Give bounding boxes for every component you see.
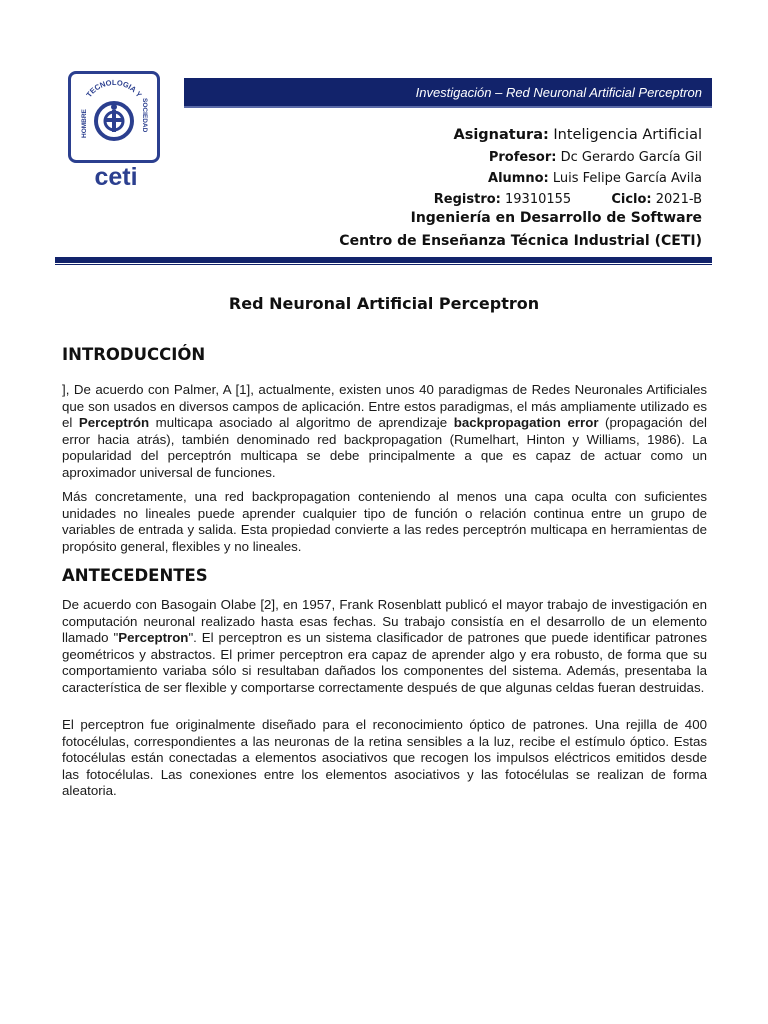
logo-right-text: SOCIEDAD [141,98,148,133]
p3-bold-perceptron: Perceptron [118,630,189,645]
p3-text-c: ". El perceptron es un sistema clasificador de patrones que puede identificar patrones geométricos y abstractos. El primer perceptron era capaz de aprender algo y era robusto, de forma que su comportamiento variaba sólo si resultaban dañados los componentes del sistema. Además, presentaba la característica de ser flexible y comportarse correctamente después de que algunas celdas fueran destruidas. [62,630,707,695]
intro-paragraph-2: Más concretamente, una red backpropagation conteniendo al menos una capa oculta con suficientes unidades no lineales puede aprender cualquier tipo de función o relación continua entre un grupo de variables de entrada y salida. Esta propiedad convierte a las redes perceptrón multicapa en herramientas de propósito general, flexibles y no lineales. [62,489,707,554]
p1-text-d: (propagación del error hacia atrás), también denominado red backpropagation (Rumelhart, Hinton y Williams, 1986). La popularidad del perceptrón multicapa se debe principalmente a que es capaz de actuar como un aproximador universal de funciones. [62,415,707,480]
alumno-row [488,171,702,186]
antecedentes-paragraph-2: El perceptron fue originalmente diseñado para el reconocimiento óptico de patrones. Una rejilla de 400 fotocélulas, correspondientes a las neuronas de la retina sensibles a la luz, recibe el estímulo óptico. Estas fotocélulas están conectadas a elementos asociativos que recogen los impulsos eléctricos emitidos desde las fotocélulas. Las conexiones entre los elementos asociativos y las fotocélulas se realizan de forma aleatoria. [62,717,707,798]
p1-text-a: ], De acuerdo con Palmer, A [1], actualmente, existen unos 40 paradigmas de Redes Neuronales Artificiales que son usados en diversos campos de aplicación. Entre estos paradigmas, el más ampliamente utilizado es el [62,382,707,430]
asignatura-label: Asignatura: [453,127,549,143]
header-banner [184,78,712,108]
logo-left-text: HOMBRE [81,109,88,138]
ceti-logo [68,71,160,163]
profesor-label: Profesor: [488,150,557,165]
p1-bold-perceptron: Perceptrón [78,415,150,430]
p3-text-a: De acuerdo con Basogain Olabe [2], en 1957, Frank Rosenblatt publicó el mayor trabajo de investigación en computación neuronal realizado hasta esas fechas. Su trabajo consistía en el desarrollo de un elemento llamado " [62,597,707,645]
svg-text:TECNOLOGIA Y [84,78,143,99]
intro-heading: INTRODUCCIÓN [62,345,206,364]
header-divider [55,257,712,263]
antecedentes-heading: ANTECEDENTES [62,566,208,585]
ciclo-label: Ciclo: [611,192,652,207]
ciclo-value: 2021-B [655,192,702,207]
header-divider-thin [55,264,712,265]
profesor-value: Dc Gerardo García Gil [560,150,702,165]
p1-bold-backprop: backpropagation error [453,415,599,430]
alumno-value: Luis Felipe García Avila [552,171,702,186]
alumno-label: Alumno: [488,171,549,186]
registro-value: 19310155 [505,192,572,207]
registro-ciclo-row [434,192,702,207]
institucion: Centro de Enseñanza Técnica Industrial (CETI) [339,233,702,249]
asignatura-value: Inteligencia Artificial [553,127,702,143]
asignatura-row [453,127,702,143]
antecedentes-paragraph-1 [62,597,707,696]
logo-top-text: TECNOLOGIA Y [84,77,144,100]
ceti-emblem-icon [71,74,157,160]
logo-brand-text: ceti [94,163,138,191]
p1-text-c: multicapa asociado al algoritmo de aprendizaje [149,415,454,430]
profesor-row [489,150,702,165]
carrera: Ingeniería en Desarrollo de Software [410,210,702,226]
registro-label: Registro: [433,192,501,207]
document-title: Red Neuronal Artificial Perceptron [228,294,540,313]
banner-text: Investigación – Red Neuronal Artificial Perceptron [415,85,702,100]
intro-paragraph-1 [62,382,707,481]
